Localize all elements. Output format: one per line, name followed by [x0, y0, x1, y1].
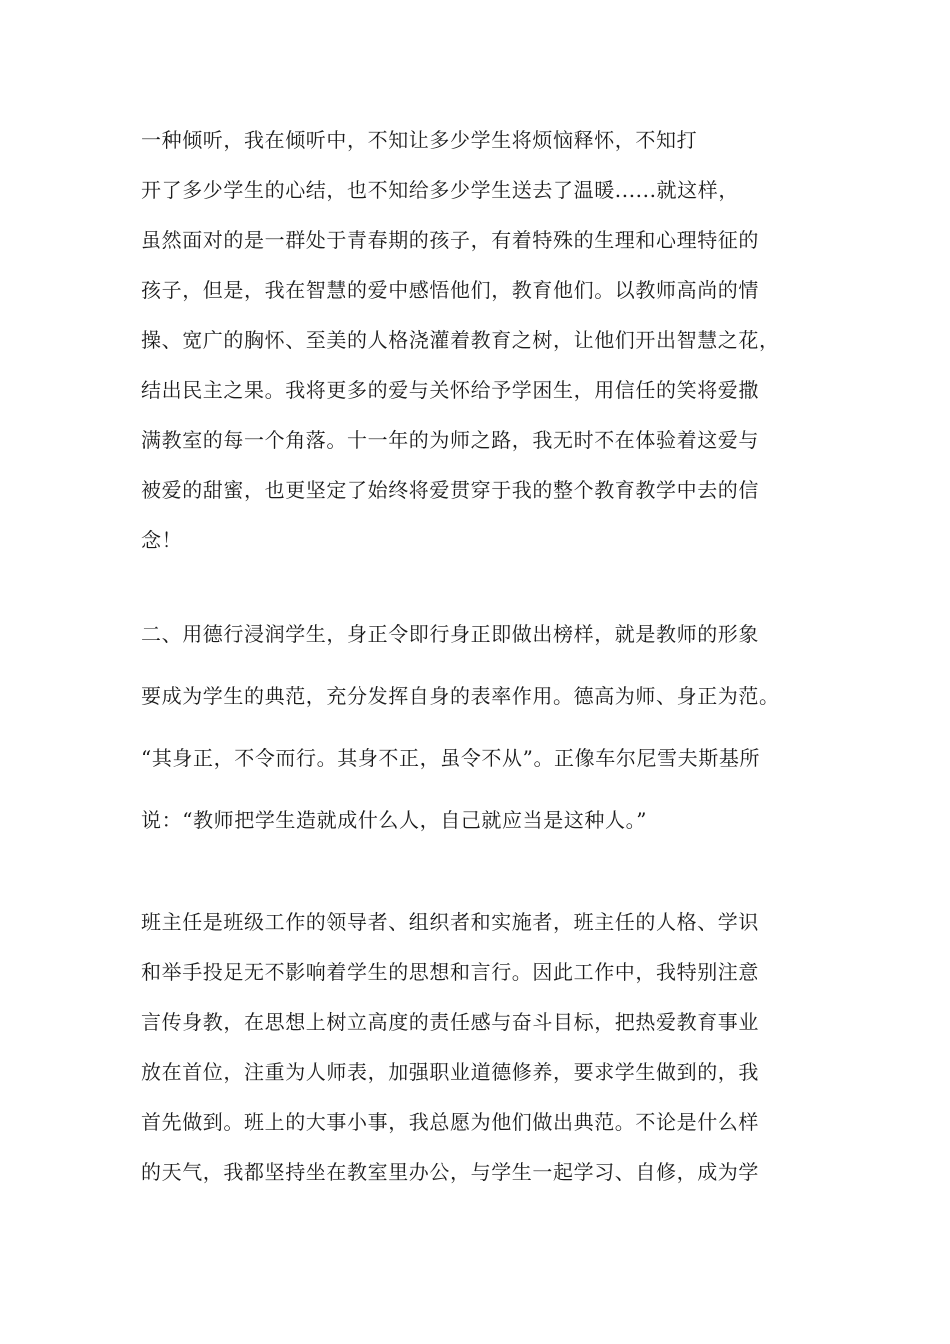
text-line: 首先做到。班上的大事小事，我总愿为他们做出典范。不论是什么样	[141, 1110, 759, 1134]
text-line: “其身正，不令而行。其身不正，虽令不从”。正像车尔尼雪夫斯基所	[141, 746, 761, 770]
text-line: 和举手投足无不影响着学生的思想和言行。因此工作中，我特别注意	[141, 960, 759, 984]
text-line: 虽然面对的是一群处于青春期的孩子，有着特殊的生理和心理特征的	[141, 228, 759, 252]
text-line: 结出民主之果。我将更多的爱与关怀给予学困生，用信任的笑将爱撒	[141, 378, 759, 402]
text-line: 一种倾听，我在倾听中，不知让多少学生将烦恼释怀，不知打	[141, 128, 698, 152]
text-line: 说：“教师把学生造就成什么人，自己就应当是这种人。”	[141, 808, 648, 832]
text-line: 二、用德行浸润学生，身正令即行身正即做出榜样，就是教师的形象	[141, 622, 759, 646]
text-line: 开了多少学生的心结，也不知给多少学生送去了温暖......就这样，	[141, 178, 739, 202]
text-line: 操、宽广的胸怀、至美的人格浇灌着教育之树，让他们开出智慧之花，	[141, 328, 780, 352]
text-line: 孩子，但是，我在智慧的爱中感悟他们，教育他们。以教师高尚的情	[141, 278, 759, 302]
text-line: 班主任是班级工作的领导者、组织者和实施者，班主任的人格、学识	[141, 910, 759, 934]
text-line: 言传身教，在思想上树立高度的责任感与奋斗目标，把热爱教育事业	[141, 1010, 759, 1034]
text-line: 满教室的每一个角落。十一年的为师之路，我无时不在体验着这爱与	[141, 428, 759, 452]
text-line: 的天气，我都坚持坐在教室里办公，与学生一起学习、自修，成为学	[141, 1160, 759, 1184]
text-line: 要成为学生的典范，充分发挥自身的表率作用。德高为师、身正为范。	[141, 684, 780, 708]
text-line: 被爱的甜蜜，也更坚定了始终将爱贯穿于我的整个教育教学中去的信	[141, 478, 759, 502]
text-line: 念！	[141, 528, 183, 552]
text-line: 放在首位，注重为人师表，加强职业道德修养，要求学生做到的，我	[141, 1060, 759, 1084]
